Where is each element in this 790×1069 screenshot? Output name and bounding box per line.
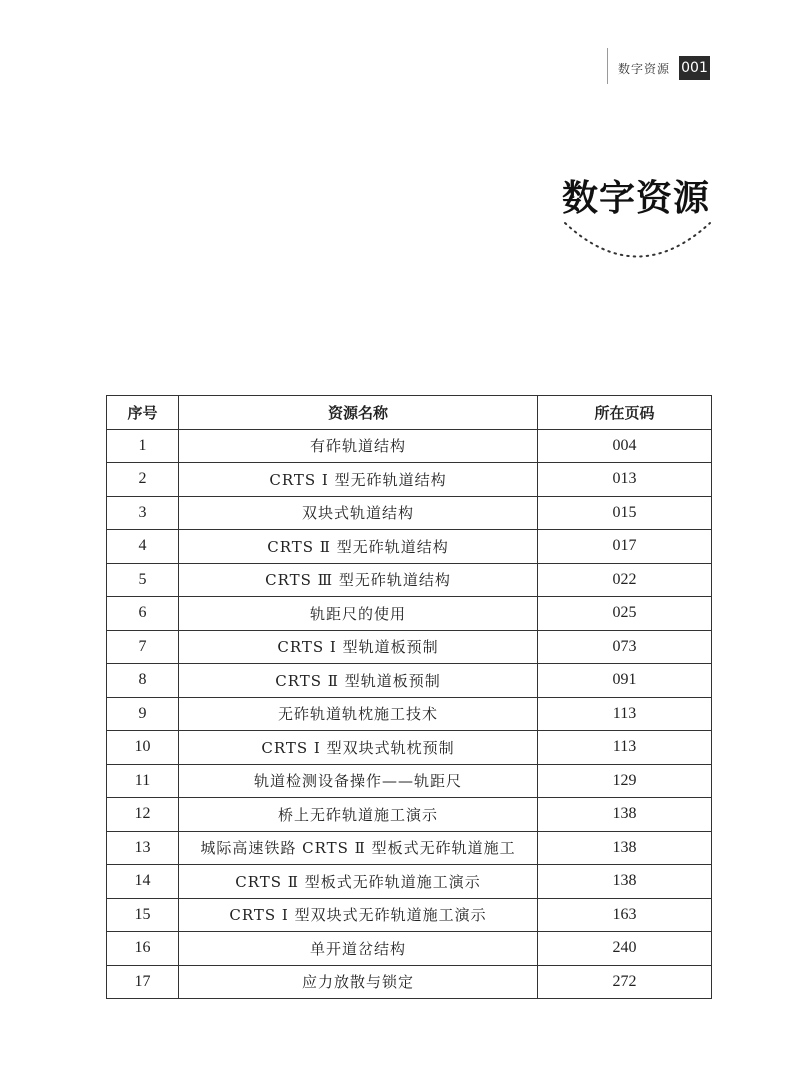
table-row <box>107 898 712 932</box>
row-name: 轨距尺的使用 <box>179 597 538 631</box>
row-name: CRTS Ⅰ 型双块式轨枕预制 <box>179 731 538 765</box>
header-index: 序号 <box>107 396 179 430</box>
row-index: 4 <box>107 530 179 564</box>
row-page: 138 <box>538 831 712 865</box>
row-name: CRTS Ⅰ 型轨道板预制 <box>179 630 538 664</box>
row-index: 11 <box>107 764 179 798</box>
page-number-badge: 001 <box>679 56 710 80</box>
row-index: 9 <box>107 697 179 731</box>
row-page: 022 <box>538 563 712 597</box>
row-name: CRTS Ⅱ 型板式无砟轨道施工演示 <box>179 865 538 899</box>
row-name: CRTS Ⅱ 型轨道板预制 <box>179 664 538 698</box>
row-page: 073 <box>538 630 712 664</box>
row-name: CRTS Ⅱ 型无砟轨道结构 <box>179 530 538 564</box>
row-name: 单开道岔结构 <box>179 932 538 966</box>
row-index: 3 <box>107 496 179 530</box>
row-page: 091 <box>538 664 712 698</box>
table-row <box>107 831 712 865</box>
row-name: 城际高速铁路 CRTS Ⅱ 型板式无砟轨道施工 <box>179 831 538 865</box>
row-page: 004 <box>538 429 712 463</box>
table-header-row <box>107 396 712 430</box>
row-index: 13 <box>107 831 179 865</box>
running-header-title: 数字资源 <box>618 62 671 76</box>
table-row <box>107 731 712 765</box>
row-page: 113 <box>538 697 712 731</box>
table-row <box>107 965 712 999</box>
table-row <box>107 597 712 631</box>
row-page: 138 <box>538 865 712 899</box>
table-row <box>107 764 712 798</box>
table-row <box>107 496 712 530</box>
row-page: 015 <box>538 496 712 530</box>
row-index: 14 <box>107 865 179 899</box>
row-index: 5 <box>107 563 179 597</box>
row-name: CRTS Ⅰ 型双块式无砟轨道施工演示 <box>179 898 538 932</box>
row-page: 113 <box>538 731 712 765</box>
row-index: 6 <box>107 597 179 631</box>
page-title: 数字资源 <box>561 177 710 219</box>
row-index: 17 <box>107 965 179 999</box>
row-name: CRTS Ⅰ 型无砟轨道结构 <box>179 463 538 497</box>
row-page: 017 <box>538 530 712 564</box>
row-index: 15 <box>107 898 179 932</box>
row-index: 10 <box>107 731 179 765</box>
row-page: 013 <box>538 463 712 497</box>
table-row <box>107 664 712 698</box>
row-page: 272 <box>538 965 712 999</box>
table-row <box>107 798 712 832</box>
row-index: 1 <box>107 429 179 463</box>
row-index: 12 <box>107 798 179 832</box>
row-name: 无砟轨道轨枕施工技术 <box>179 697 538 731</box>
dotted-arc-ornament <box>560 215 715 265</box>
header-name: 资源名称 <box>179 396 538 430</box>
header-page: 所在页码 <box>538 396 712 430</box>
row-index: 2 <box>107 463 179 497</box>
row-index: 8 <box>107 664 179 698</box>
table-row <box>107 530 712 564</box>
row-index: 16 <box>107 932 179 966</box>
table-row <box>107 630 712 664</box>
row-page: 163 <box>538 898 712 932</box>
row-page: 129 <box>538 764 712 798</box>
table-row <box>107 932 712 966</box>
table-row <box>107 463 712 497</box>
row-name: 桥上无砟轨道施工演示 <box>179 798 538 832</box>
row-page: 138 <box>538 798 712 832</box>
row-page: 240 <box>538 932 712 966</box>
table-row <box>107 865 712 899</box>
row-name: 轨道检测设备操作——轨距尺 <box>179 764 538 798</box>
row-name: CRTS Ⅲ 型无砟轨道结构 <box>179 563 538 597</box>
table-row <box>107 429 712 463</box>
table-row <box>107 697 712 731</box>
row-name: 双块式轨道结构 <box>179 496 538 530</box>
table-row <box>107 563 712 597</box>
header-divider <box>607 48 608 84</box>
row-name: 有砟轨道结构 <box>179 429 538 463</box>
row-index: 7 <box>107 630 179 664</box>
row-page: 025 <box>538 597 712 631</box>
resource-table <box>106 395 712 999</box>
row-name: 应力放散与锁定 <box>179 965 538 999</box>
